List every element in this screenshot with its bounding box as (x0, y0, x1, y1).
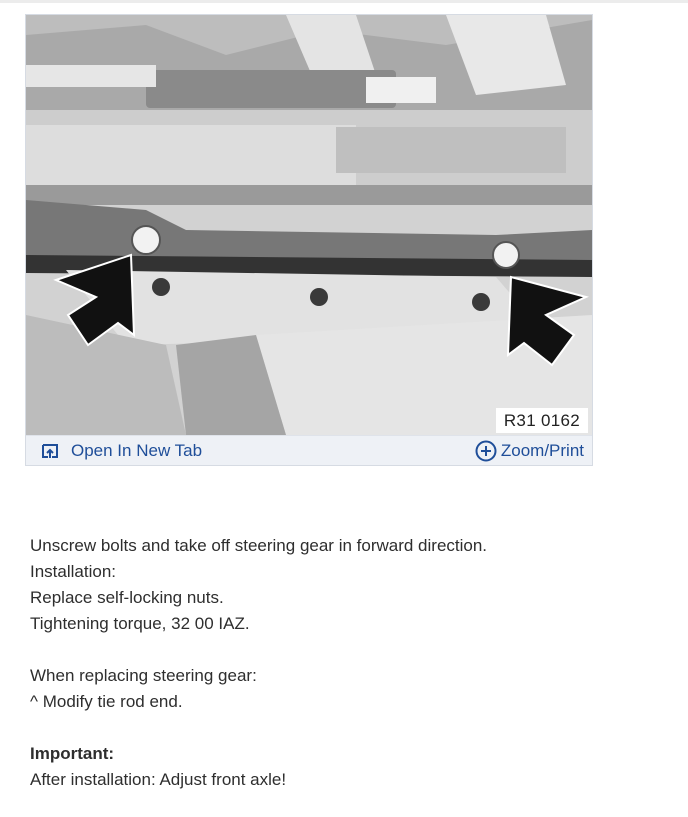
important-label: Important: (30, 744, 115, 763)
spacer (30, 715, 650, 741)
spacer (30, 637, 650, 663)
steering-gear-diagram (26, 15, 592, 435)
zoom-print-label: Zoom/Print (500, 441, 584, 460)
zoom-print-link[interactable] (474, 438, 584, 464)
open-in-new-tab-icon (40, 441, 60, 461)
instruction-line: Tightening torque, 32 00 IAZ. (30, 614, 250, 633)
zoom-plus-circle-icon (474, 439, 498, 463)
open-in-new-tab-label: Open In New Tab (71, 441, 203, 460)
instruction-line: When replacing steering gear: (30, 666, 257, 685)
open-in-new-tab-link[interactable] (40, 441, 202, 461)
top-divider (0, 0, 688, 3)
instructions-text (30, 533, 650, 793)
instruction-line: Replace self-locking nuts. (30, 588, 224, 607)
instruction-line: Unscrew bolts and take off steering gear in forward direction. (30, 536, 488, 555)
instruction-bullet: ^ Modify tie rod end. (30, 692, 183, 711)
figure-reference-code: R31 0162 (496, 408, 588, 433)
instruction-line: After installation: Adjust front axle! (30, 770, 287, 789)
figure-toolbar (26, 435, 592, 465)
installation-heading: Installation: (30, 562, 116, 581)
figure-card (25, 14, 593, 466)
